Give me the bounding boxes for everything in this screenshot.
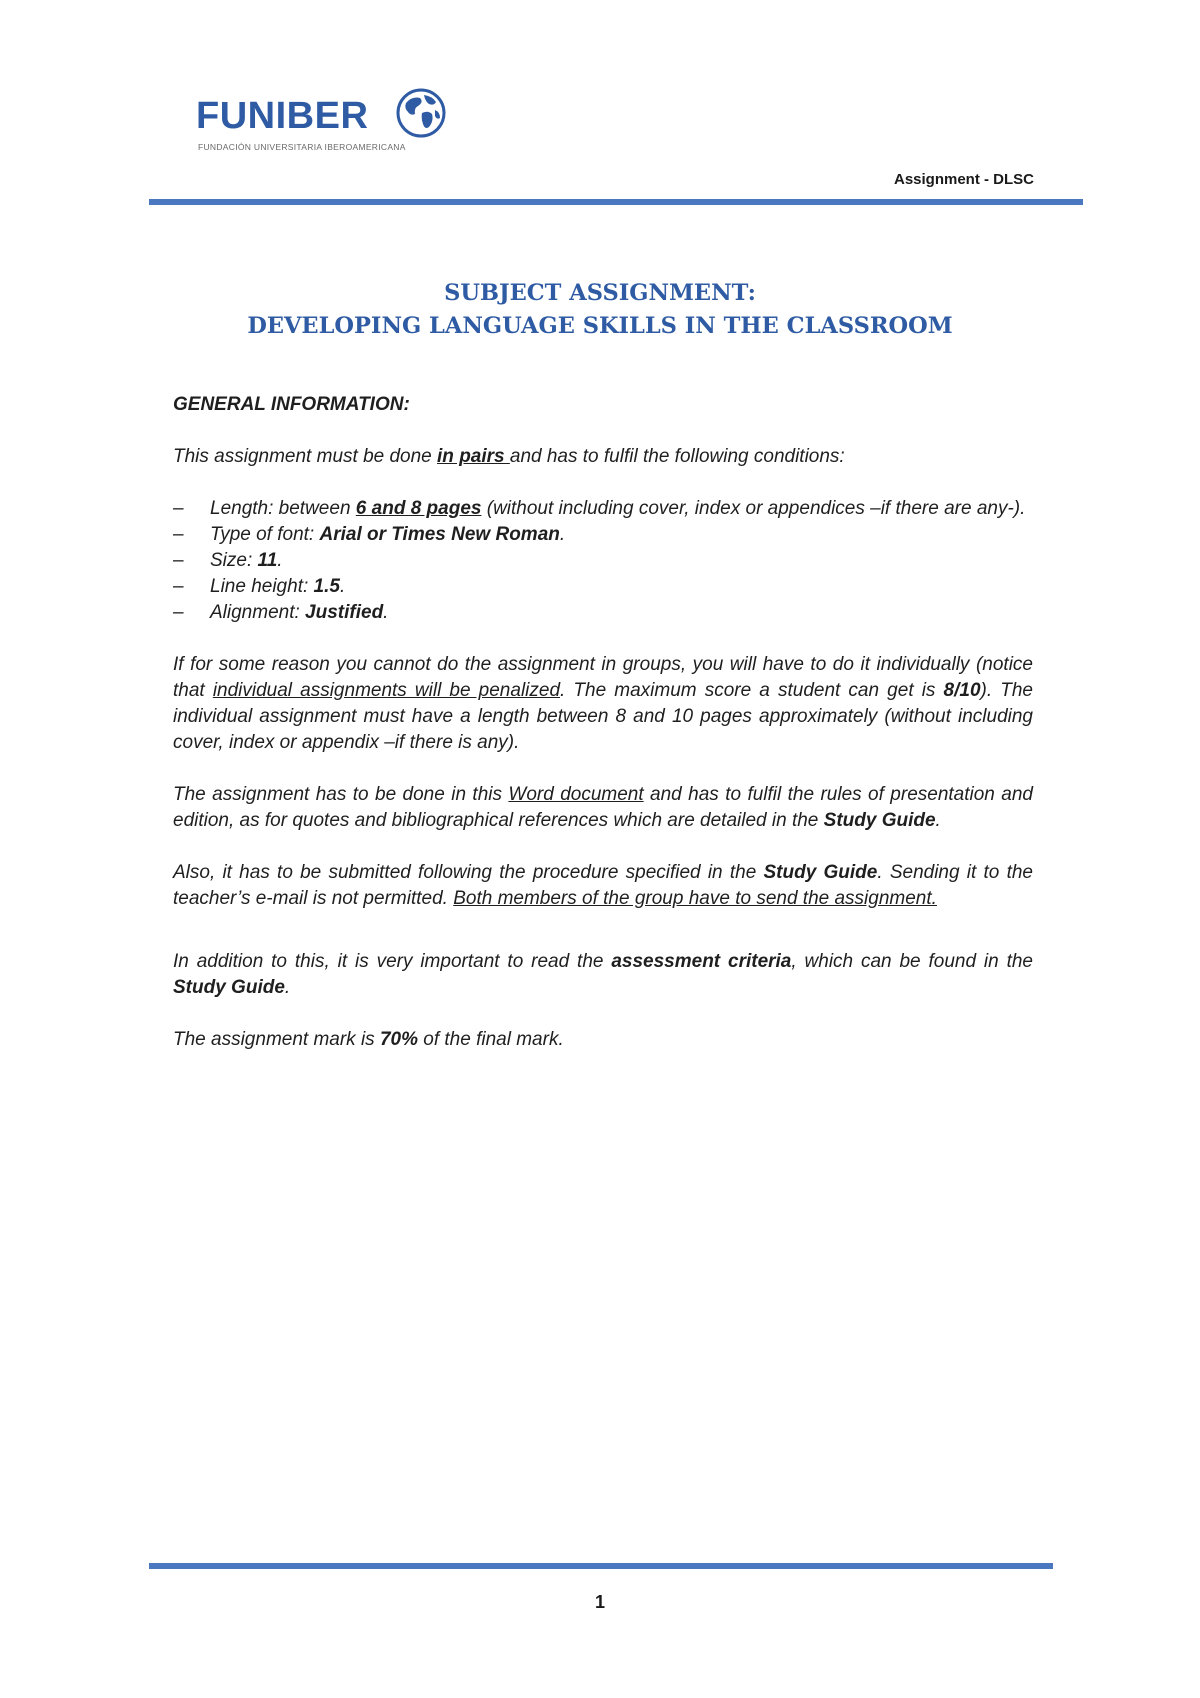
- intro-text-end: and has to fulfil the following conditions:: [509, 446, 845, 467]
- mark-paragraph: [173, 1027, 1033, 1053]
- globe-icon: [394, 86, 448, 140]
- page-number: 1: [594, 1592, 605, 1612]
- criteria-paragraph: [173, 949, 1033, 1001]
- assessment-criteria-emphasis: assessment criteria: [611, 951, 792, 972]
- study-guide-ref: Study Guide: [763, 862, 878, 883]
- in-pairs-emphasis: in pairs: [437, 446, 510, 467]
- document-body: [173, 392, 1033, 1053]
- mark-percentage: 70%: [379, 1029, 418, 1050]
- paragraph-text: . Sending it to the teacher’s e-mail is not permitted.: [173, 862, 1033, 909]
- list-dash: –: [173, 576, 184, 597]
- header-rule: [149, 199, 1083, 205]
- condition-label: Length: between: [210, 498, 356, 519]
- list-dash: –: [173, 550, 184, 571]
- intro-text: This assignment must be done: [173, 446, 438, 467]
- paragraph-text: In addition to this, it is very important to read the: [173, 951, 612, 972]
- condition-value: 6 and 8 pages: [355, 498, 482, 519]
- title-line-2: DEVELOPING LANGUAGE SKILLS IN THE CLASSROOM: [247, 313, 953, 339]
- max-score: 8/10: [943, 680, 981, 701]
- condition-label: Line height:: [210, 576, 314, 597]
- condition-note: .: [339, 576, 346, 597]
- list-item: [173, 522, 1033, 548]
- list-dash: –: [173, 524, 184, 545]
- condition-value: 11: [257, 550, 278, 571]
- title-line-1: SUBJECT ASSIGNMENT:: [444, 280, 756, 306]
- list-item: [173, 600, 1033, 626]
- condition-value: 1.5: [313, 576, 340, 597]
- penalized-emphasis: individual assignments will be penalized: [212, 680, 561, 701]
- paragraph-text: of the final mark.: [418, 1029, 564, 1050]
- paragraph-text: ). The individual assignment must have a length between 8 and 10 pages approximately (without including cover, index or appendix –if there is any).: [173, 680, 1033, 753]
- list-item: [173, 548, 1033, 574]
- header-tag: Assignment - DLSC: [893, 171, 1034, 188]
- condition-note: .: [383, 602, 389, 623]
- paragraph-text: If for some reason you cannot do the assignment in groups, you will have to do it individually (notice that: [173, 654, 1033, 701]
- paragraph-text: .: [935, 810, 941, 831]
- study-guide-ref: Study Guide: [173, 977, 285, 998]
- paragraph-text: . The maximum score a student can get is: [560, 680, 944, 701]
- logo-wordmark: FUNIBER: [196, 95, 369, 137]
- condition-label: Size:: [210, 550, 258, 571]
- paragraph-text: .: [284, 977, 291, 998]
- list-dash: –: [173, 602, 184, 623]
- paragraph-text: and has to fulfil the rules of presentation and edition, as for quotes and bibliographical references which are detailed in the: [173, 784, 1033, 831]
- condition-note: .: [277, 550, 283, 571]
- list-item: [173, 574, 1033, 600]
- condition-label: Type of font:: [210, 524, 320, 545]
- intro-paragraph: [173, 444, 1033, 470]
- condition-note: (without including cover, index or appendices –if there are any-).: [481, 498, 1026, 519]
- conditions-list: [173, 496, 1033, 626]
- paragraph-text: , which can be found in the: [791, 951, 1033, 972]
- footer-rule: [149, 1563, 1053, 1569]
- individual-paragraph: [173, 652, 1033, 756]
- paragraph-text: The assignment has to be done in this: [173, 784, 509, 805]
- condition-note: .: [559, 524, 566, 545]
- condition-value: Justified: [305, 602, 384, 623]
- both-members-emphasis: Both members of the group have to send the assignment.: [453, 888, 937, 909]
- word-document-paragraph: [173, 782, 1033, 834]
- list-item: [173, 496, 1033, 522]
- condition-label: Alignment:: [210, 602, 306, 623]
- submission-paragraph: [173, 860, 1033, 912]
- list-dash: –: [173, 498, 184, 519]
- condition-value: Arial or Times New Roman: [319, 524, 560, 545]
- section-heading: GENERAL INFORMATION:: [173, 394, 410, 415]
- word-document-emphasis: Word document: [508, 784, 644, 805]
- paragraph-text: Also, it has to be submitted following the procedure specified in the: [173, 862, 764, 883]
- paragraph-text: The assignment mark is: [173, 1029, 380, 1050]
- logo-subtitle: FUNDACIÓN UNIVERSITARIA IBEROAMERICANA: [198, 142, 406, 152]
- funiber-logo: [196, 86, 456, 156]
- study-guide-ref: Study Guide: [823, 810, 936, 831]
